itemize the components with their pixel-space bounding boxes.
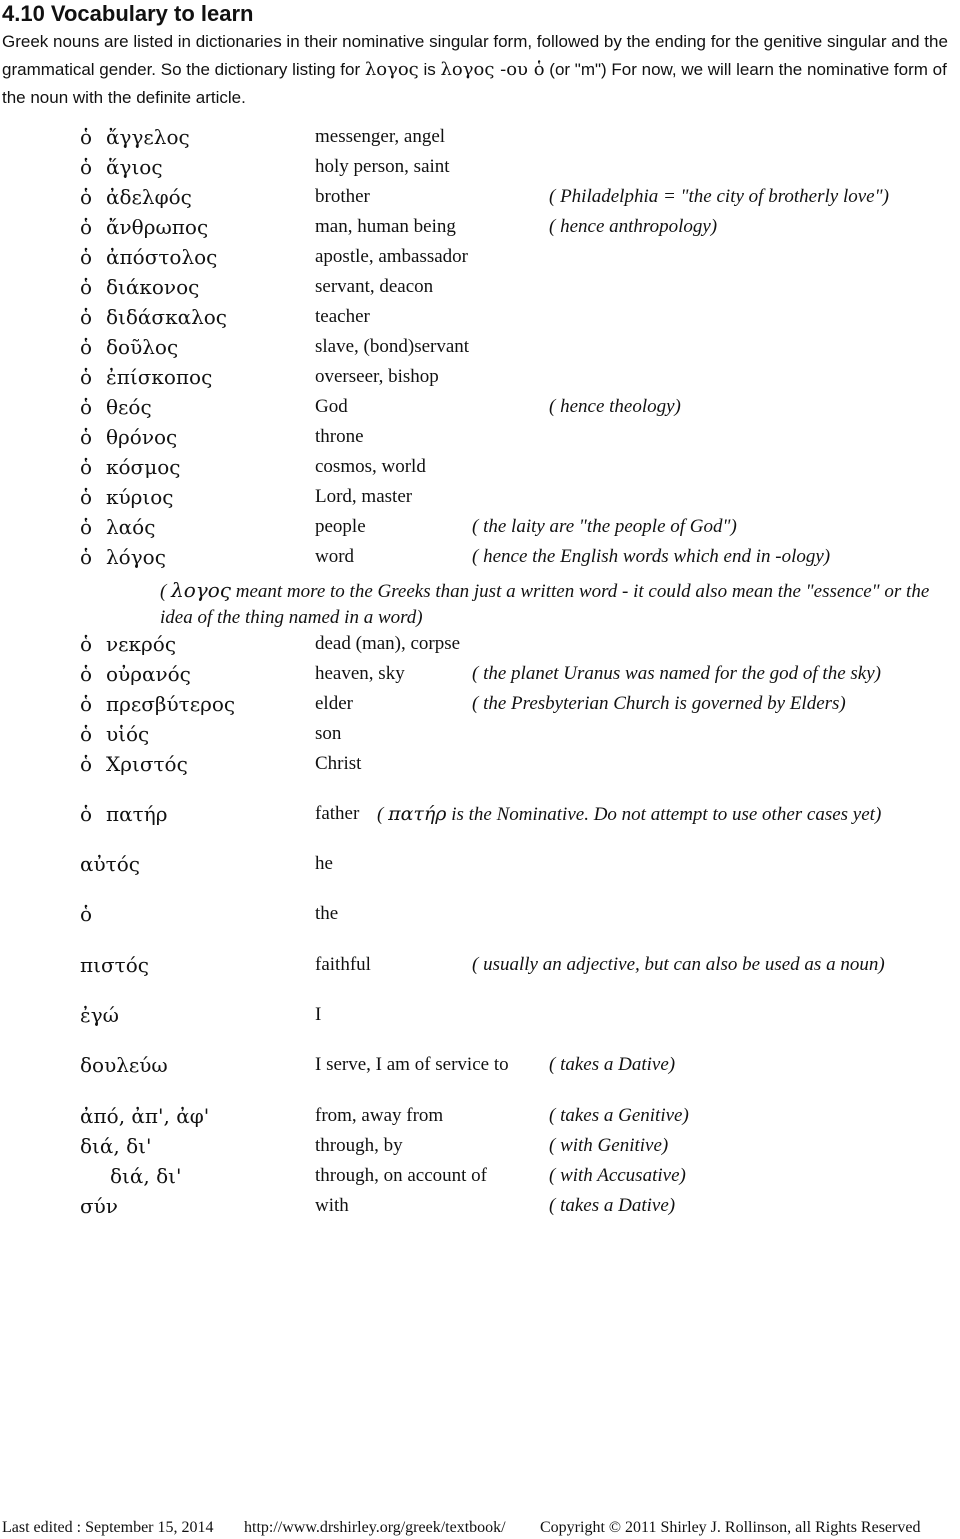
greek-word: διά, δι' (80, 1134, 152, 1158)
greek-word: Χριστός (106, 752, 188, 776)
remark-text: meant more to the Greeks than just a written word - it could also mean the "essence" or the idea of the thing named in a word) (160, 581, 930, 628)
meaning: I serve, I am of service to (315, 1054, 509, 1075)
greek-word: διάκονος (106, 275, 200, 299)
meaning: teacher (315, 306, 370, 327)
meaning: dead (man), corpse (315, 633, 461, 654)
article: ὁ (80, 515, 93, 539)
meaning: cosmos, world (315, 456, 426, 477)
greek-word: σύν (80, 1194, 118, 1218)
vocab-row (0, 631, 960, 659)
greek-word: ἀδελφός (106, 185, 192, 209)
vocab-row (0, 184, 960, 212)
meaning: throne (315, 426, 364, 447)
meaning: messenger, angel (315, 126, 446, 147)
article: ὁ (80, 545, 93, 569)
greek-word: θρόνος (106, 425, 178, 449)
greek-word: πρεσβύτερος (106, 692, 236, 716)
etymology-note: ( hence anthropology) (549, 216, 718, 237)
article: ὁ (80, 692, 93, 716)
article: ὁ (80, 632, 93, 656)
greek-word: κύριος (106, 485, 174, 509)
greek-word: κόσμος (106, 455, 181, 479)
article: ὁ (80, 305, 93, 329)
meaning: Christ (315, 753, 362, 774)
grammar-note (377, 801, 881, 828)
meaning: man, human being (315, 216, 456, 237)
vocab-row (0, 334, 960, 362)
intro-text-1: Greek nouns are listed in dictionaries in their nominative singular form, followed by the ending for the genitive singular and the grammatical gender. So the dictionary listing for (2, 32, 948, 79)
meaning: father (315, 803, 360, 824)
greek-word: πιστός (80, 953, 149, 977)
meaning: apostle, ambassador (315, 246, 469, 267)
etymology-note: ( the planet Uranus was named for the god of the sky) (472, 663, 881, 684)
vocab-row (0, 424, 960, 452)
vocab-row (0, 1052, 960, 1080)
intro-greek-listing: λογος -ου ὁ (440, 59, 545, 80)
meaning: faithful (315, 954, 371, 975)
article: ὁ (80, 245, 93, 269)
article: ὁ (80, 365, 93, 389)
logos-remark (160, 577, 940, 631)
greek-word: ὁ (80, 902, 93, 926)
article: ὁ (80, 125, 93, 149)
greek-word: ἄνθρωπος (106, 215, 209, 239)
grammar-note: ( takes a Dative) (549, 1054, 676, 1075)
vocab-row (0, 304, 960, 332)
meaning: through, by (315, 1135, 403, 1156)
greek-word: δουλεύω (80, 1053, 168, 1077)
greek-word: αὐτός (80, 852, 140, 876)
greek-word: πατήρ (106, 802, 168, 826)
meaning: word (315, 546, 355, 567)
grammar-note: ( usually an adjective, but can also be used as a noun) (472, 954, 885, 975)
grammar-note: ( takes a Genitive) (549, 1105, 689, 1126)
etymology-note: ( Philadelphia = "the city of brotherly love") (549, 186, 889, 207)
meaning: overseer, bishop (315, 366, 439, 387)
greek-word: ἅγιος (106, 155, 163, 179)
note-greek: πατήρ (388, 803, 447, 825)
greek-word: ἀπόστολος (106, 245, 218, 269)
vocab-row (0, 952, 960, 980)
meaning: people (315, 516, 366, 537)
page-heading: 4.10 Vocabulary to learn (2, 1, 254, 26)
vocab-row (0, 364, 960, 392)
vocab-row (0, 244, 960, 272)
grammar-note: ( with Genitive) (549, 1135, 669, 1156)
vocab-row (0, 1193, 960, 1221)
meaning: the (315, 903, 339, 924)
vocab-row (0, 274, 960, 302)
meaning: son (315, 723, 342, 744)
meaning: servant, deacon (315, 276, 434, 297)
article: ὁ (80, 662, 93, 686)
greek-word: ἐγώ (80, 1003, 119, 1027)
vocab-row (0, 751, 960, 779)
meaning: slave, (bond)servant (315, 336, 470, 357)
article: ὁ (80, 275, 93, 299)
greek-word: διδάσκαλος (106, 305, 228, 329)
meaning: from, away from (315, 1105, 444, 1126)
vocab-row (0, 394, 960, 422)
meaning: brother (315, 186, 370, 207)
remark-greek: λογος (171, 578, 231, 602)
article: ὁ (80, 722, 93, 746)
article: ὁ (80, 335, 93, 359)
vocab-row (0, 851, 960, 879)
article: ὁ (80, 485, 93, 509)
greek-word: θεός (106, 395, 152, 419)
vocab-row (0, 454, 960, 482)
note-open: ( (377, 804, 389, 825)
vocab-row (0, 1163, 960, 1191)
etymology-note: ( hence theology) (549, 396, 681, 417)
intro-greek-logos: λογος (364, 59, 419, 80)
greek-word: διά, δι' (110, 1164, 182, 1188)
vocab-row (0, 1103, 960, 1131)
vocab-row (0, 124, 960, 152)
vocab-row (0, 484, 960, 512)
greek-word: ἄγγελος (106, 125, 190, 149)
greek-word: ἀπό, ἀπ', ἀφ' (80, 1104, 210, 1128)
article: ὁ (80, 425, 93, 449)
article: ὁ (80, 802, 93, 826)
vocab-row (0, 691, 960, 719)
greek-word: νεκρός (106, 632, 177, 656)
vocab-row (0, 544, 960, 572)
vocab-row-pater (0, 801, 960, 829)
intro-text-2: is (418, 60, 441, 79)
meaning: he (315, 853, 333, 874)
article: ὁ (80, 752, 93, 776)
footer-url[interactable]: http://www.drshirley.org/greek/textbook/ (244, 1519, 506, 1536)
etymology-note: ( the Presbyterian Church is governed by Elders) (472, 693, 846, 714)
meaning: God (315, 396, 348, 417)
greek-word: λαός (106, 515, 156, 539)
article: ὁ (80, 185, 93, 209)
intro-text-3: (or "m") For now, we will learn the nominative form of the noun with the definite article. (2, 60, 947, 107)
footer-copyright: Copyright © 2011 Shirley J. Rollinson, all Rights Reserved (540, 1519, 921, 1536)
vocab-row (0, 1002, 960, 1030)
vocab-row (0, 661, 960, 689)
greek-word: δοῦλος (106, 335, 179, 359)
meaning: with (315, 1195, 349, 1216)
greek-word: υἱός (106, 722, 150, 746)
remark-open: ( (160, 581, 172, 602)
greek-word: οὐρανός (106, 662, 191, 686)
greek-word: ἐπίσκοπος (106, 365, 213, 389)
vocab-row (0, 214, 960, 242)
note-text: is the Nominative. Do not attempt to use other cases yet) (446, 804, 882, 825)
vocab-row (0, 1133, 960, 1161)
article: ὁ (80, 455, 93, 479)
intro-paragraph (2, 28, 957, 112)
footer-edited: Last edited : September 15, 2014 (2, 1519, 214, 1536)
meaning: holy person, saint (315, 156, 450, 177)
meaning: through, on account of (315, 1165, 488, 1186)
meaning: elder (315, 693, 353, 714)
grammar-note: ( takes a Dative) (549, 1195, 676, 1216)
grammar-note: ( with Accusative) (549, 1165, 686, 1186)
article: ὁ (80, 215, 93, 239)
vocab-row (0, 154, 960, 182)
vocab-row (0, 901, 960, 929)
vocab-row (0, 514, 960, 542)
etymology-note: ( hence the English words which end in -ology) (472, 546, 831, 567)
meaning: Lord, master (315, 486, 413, 507)
article: ὁ (80, 155, 93, 179)
vocab-row (0, 721, 960, 749)
meaning: I (315, 1004, 322, 1025)
greek-word: λόγος (106, 545, 166, 569)
etymology-note: ( the laity are "the people of God") (472, 516, 737, 537)
article: ὁ (80, 395, 93, 419)
meaning: heaven, sky (315, 663, 405, 684)
